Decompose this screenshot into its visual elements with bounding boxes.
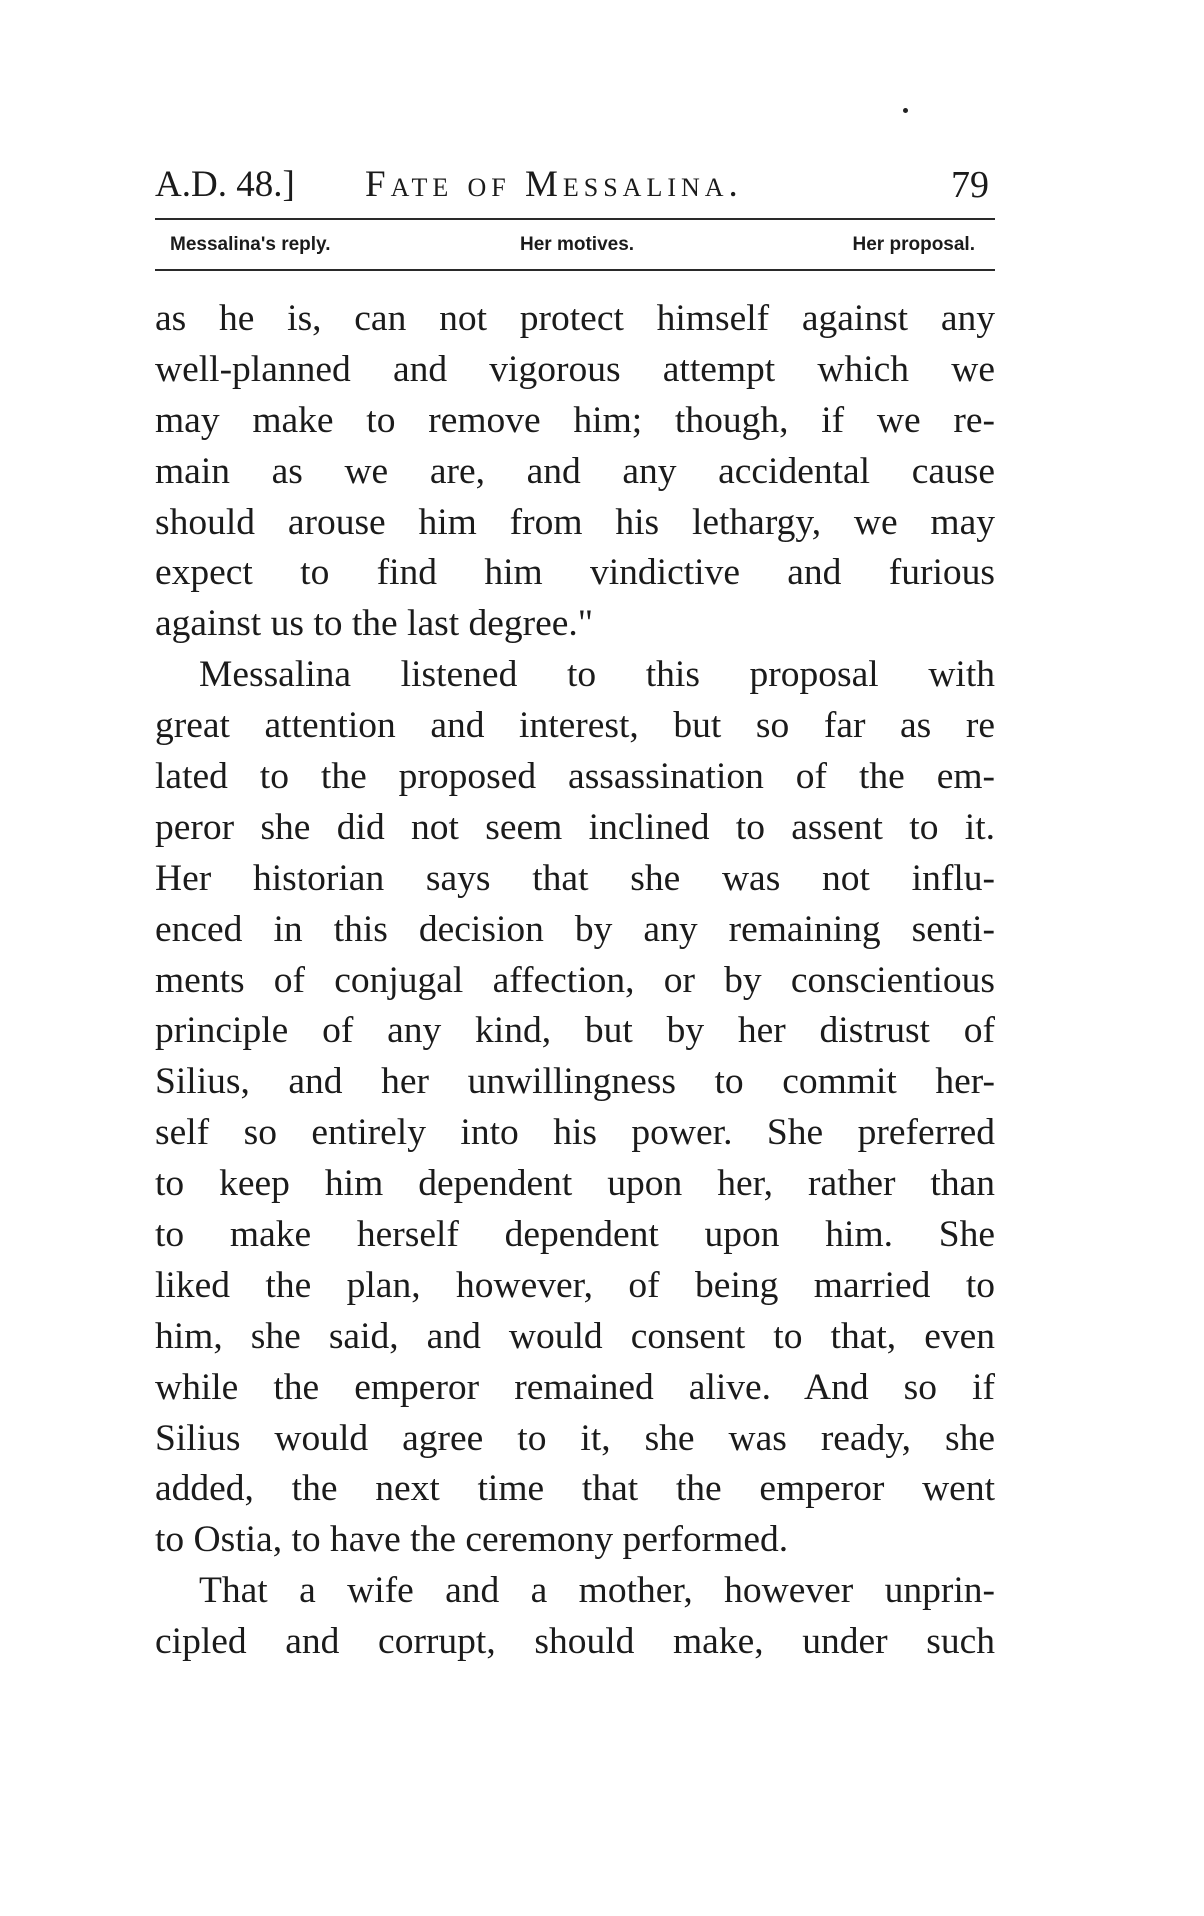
paragraph [155, 1566, 995, 1668]
header-rule-bottom [155, 269, 995, 271]
body-text [155, 294, 995, 1668]
text-line: main as we are, and any accidental cause [155, 450, 995, 492]
running-head-date: A.D. 48.] [155, 164, 295, 205]
text-line: Silius, and her unwillingness to commit her- [155, 1061, 995, 1103]
side-heading: Her motives. [520, 234, 635, 255]
text-line: Silius would agree to it, she was ready, she [155, 1417, 995, 1459]
text-line: against us to the last degree." [155, 603, 594, 645]
text-line: ments of conjugal affection, or by conscientious [155, 959, 995, 1001]
text-line: should arouse him from his lethargy, we may [155, 501, 995, 543]
header-rule-top [155, 218, 995, 220]
side-headings [170, 228, 995, 262]
text-line: expect to find him vindictive and furious [155, 552, 995, 594]
text-line: added, the next time that the emperor went [155, 1468, 995, 1510]
text-line: liked the plan, however, of being married to [155, 1264, 995, 1306]
text-line: Her historian says that she was not influ- [155, 857, 995, 899]
text-line: while the emperor remained alive. And so if [155, 1366, 995, 1408]
text-line: may make to remove him; though, if we re- [155, 399, 995, 441]
text-line: Messalina listened to this proposal with [199, 654, 995, 696]
text-line: self so entirely into his power. She preferred [155, 1112, 995, 1154]
text-line: lated to the proposed assassination of the em- [155, 756, 995, 798]
text-line: to Ostia, to have the ceremony performed. [155, 1519, 789, 1561]
print-speck [903, 108, 908, 113]
text-line: well-planned and vigorous attempt which we [155, 348, 995, 390]
side-heading: Her proposal. [852, 234, 975, 255]
running-head [155, 161, 995, 209]
text-line: cipled and corrupt, should make, under such [155, 1621, 995, 1663]
text-line: as he is, can not protect himself against any [155, 298, 995, 339]
paragraph [155, 294, 995, 650]
text-line: principle of any kind, but by her distrust of [155, 1010, 995, 1052]
text-line: enced in this decision by any remaining senti- [155, 908, 995, 950]
text-line: to make herself dependent upon him. She [155, 1214, 995, 1256]
text-line: to keep him dependent upon her, rather than [155, 1163, 995, 1205]
text-line: peror she did not seem inclined to assent to it. [155, 806, 995, 848]
running-head-title: Fate of Messalina. [365, 164, 743, 205]
text-line: great attention and interest, but so far as re [155, 705, 995, 747]
text-line: him, she said, and would consent to that, even [155, 1315, 995, 1357]
paragraph [155, 650, 995, 1566]
text-line: That a wife and a mother, however unprin- [199, 1570, 995, 1612]
side-heading: Messalina's reply. [170, 234, 331, 255]
page-number: 79 [951, 164, 989, 206]
